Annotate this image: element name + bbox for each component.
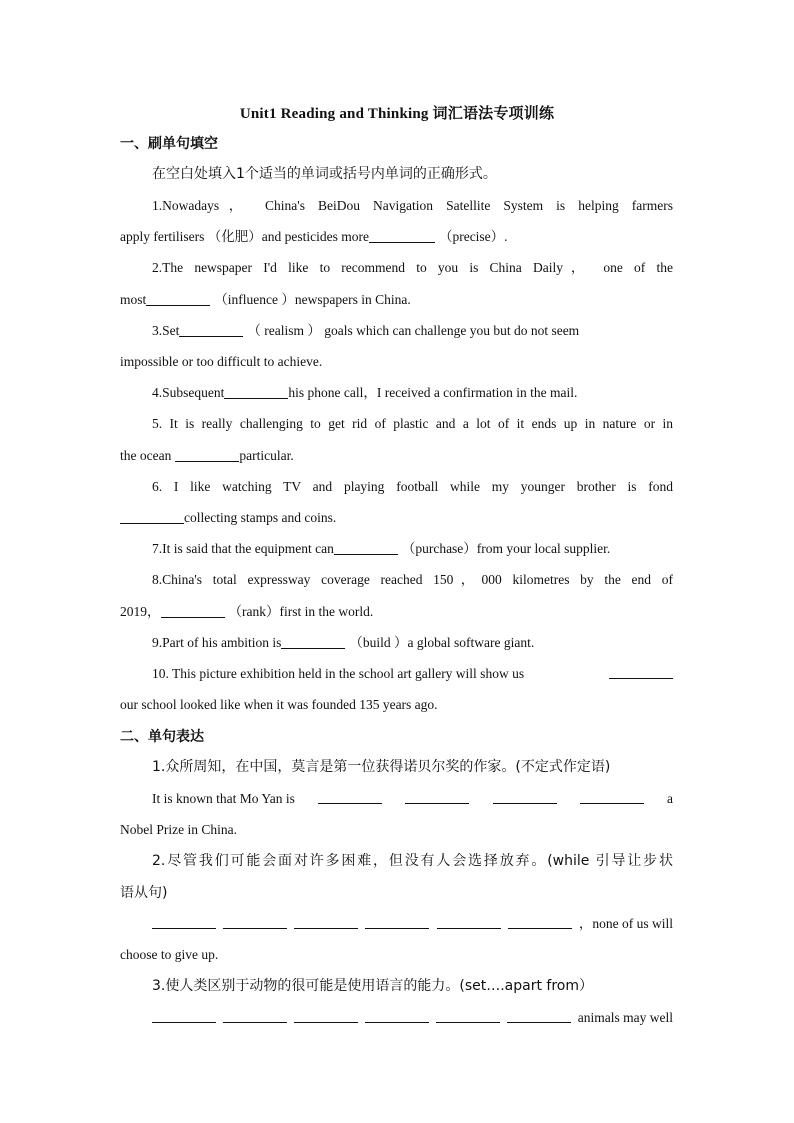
question-5-rest: particular. bbox=[239, 448, 294, 463]
worksheet-title: Unit1 Reading and Thinking 词汇语法专项训练 bbox=[239, 106, 555, 122]
question-2-line-1: 2.The newspaper I'd like to recommend to you is China Daily， one of the bbox=[152, 260, 673, 275]
expression-2-tail: ，none of us will bbox=[578, 916, 673, 931]
expression-2-line-2: choose to give up. bbox=[120, 947, 219, 962]
question-9-line-1 bbox=[152, 633, 673, 653]
question-1-text: apply fertilisers （化肥）and pesticides more bbox=[120, 229, 369, 244]
question-2-text: most bbox=[120, 292, 147, 307]
answer-blank[interactable] bbox=[223, 914, 287, 929]
expression-3-tail: animals may well bbox=[577, 1010, 673, 1025]
question-8-text: 2019， bbox=[120, 604, 161, 619]
question-8-line-1: 8.China's total expressway coverage reached 150，000 kilometres by the end of bbox=[152, 572, 673, 587]
answer-blank[interactable] bbox=[281, 634, 345, 649]
question-7-line-1 bbox=[152, 539, 673, 559]
answer-blank[interactable] bbox=[146, 291, 210, 306]
answer-blank[interactable] bbox=[318, 789, 382, 804]
question-4-rest: his phone call，I received a confirmation in the mail. bbox=[288, 385, 578, 400]
answer-blank[interactable] bbox=[152, 1008, 216, 1023]
expression-3-line-1 bbox=[152, 1008, 673, 1028]
expression-2-prompt-2: 语从句) bbox=[120, 885, 168, 901]
answer-blank[interactable] bbox=[152, 914, 216, 929]
question-5-line-2 bbox=[120, 446, 673, 466]
question-6-line-2 bbox=[120, 508, 673, 528]
expression-1-line-1 bbox=[152, 789, 673, 809]
expression-2-line-1 bbox=[152, 914, 673, 934]
question-1-line-2 bbox=[120, 227, 673, 247]
answer-blank[interactable] bbox=[365, 1008, 429, 1023]
answer-blank[interactable] bbox=[161, 603, 225, 618]
expression-1-prompt: 1.众所周知，在中国，莫言是第一位获得诺贝尔奖的作家。(不定式作定语) bbox=[152, 759, 611, 775]
question-3-line-2: impossible or too difficult to achieve. bbox=[120, 354, 323, 369]
question-6-rest: collecting stamps and coins. bbox=[184, 510, 337, 525]
question-5-text: the ocean bbox=[120, 448, 172, 463]
answer-blank[interactable] bbox=[609, 664, 673, 679]
answer-blank[interactable] bbox=[179, 322, 243, 337]
expression-1-tail: a bbox=[666, 791, 673, 806]
question-8-line-2 bbox=[120, 602, 673, 622]
section-heading-fill-in: 一、刷单句填空 bbox=[120, 136, 218, 152]
expression-1-text: It is known that Mo Yan is bbox=[152, 791, 295, 806]
answer-blank[interactable] bbox=[405, 789, 469, 804]
answer-blank[interactable] bbox=[224, 384, 288, 399]
answer-blank[interactable] bbox=[493, 789, 557, 804]
answer-blank[interactable] bbox=[294, 1008, 358, 1023]
expression-1-line-2: Nobel Prize in China. bbox=[120, 822, 237, 837]
question-10-text: 10. This picture exhibition held in the school art gallery will show us bbox=[152, 666, 525, 681]
question-8-hint: （rank）first in the world. bbox=[228, 604, 374, 619]
question-4-text: 4.Subsequent bbox=[152, 385, 225, 400]
question-5-line-1: 5. It is really challenging to get rid of plastic and a lot of it ends up in nature or in bbox=[152, 416, 673, 431]
question-4-line-1 bbox=[152, 383, 673, 403]
question-7-hint: （purchase）from your local supplier. bbox=[401, 541, 611, 556]
question-6-line-1: 6. I like watching TV and playing football while my younger brother is fond bbox=[152, 479, 673, 494]
question-3-text: 3.Set bbox=[152, 323, 180, 338]
answer-blank[interactable] bbox=[120, 509, 184, 524]
answer-blank[interactable] bbox=[294, 914, 358, 929]
question-10-line-1 bbox=[152, 664, 673, 684]
section-heading-sentence-expression: 二、单句表达 bbox=[120, 729, 204, 745]
answer-blank[interactable] bbox=[334, 540, 398, 555]
answer-blank[interactable] bbox=[507, 1008, 571, 1023]
answer-blank[interactable] bbox=[175, 447, 239, 462]
question-3-hint: （ realism ） goals which can challenge you but do not seem bbox=[247, 323, 580, 338]
question-2-hint: （influence ）newspapers in China. bbox=[214, 292, 411, 307]
answer-blank[interactable] bbox=[437, 914, 501, 929]
answer-blank[interactable] bbox=[365, 914, 429, 929]
question-9-hint: （build ）a global software giant. bbox=[349, 635, 535, 650]
question-3-line-1 bbox=[152, 321, 673, 341]
instruction-text: 在空白处填入1个适当的单词或括号内单词的正确形式。 bbox=[152, 166, 497, 182]
answer-blank[interactable] bbox=[369, 228, 435, 243]
expression-3-prompt: 3.使人类区别于动物的很可能是使用语言的能力。(set….apart from） bbox=[152, 978, 593, 994]
expression-2-prompt-1: 2.尽管我们可能会面对许多困难，但没有人会选择放弃。(while 引导让步状 bbox=[152, 853, 673, 869]
question-1-line-1: 1.Nowadays， China's BeiDou Navigation Satellite System is helping farmers bbox=[152, 198, 673, 213]
question-10-line-2: our school looked like when it was founded 135 years ago. bbox=[120, 697, 438, 712]
question-7-text: 7.It is said that the equipment can bbox=[152, 541, 334, 556]
answer-blank[interactable] bbox=[580, 789, 644, 804]
question-1-hint: （precise）. bbox=[438, 229, 508, 244]
question-9-text: 9.Part of his ambition is bbox=[152, 635, 282, 650]
question-2-line-2 bbox=[120, 290, 673, 310]
answer-blank[interactable] bbox=[223, 1008, 287, 1023]
answer-blank[interactable] bbox=[436, 1008, 500, 1023]
answer-blank[interactable] bbox=[508, 914, 572, 929]
